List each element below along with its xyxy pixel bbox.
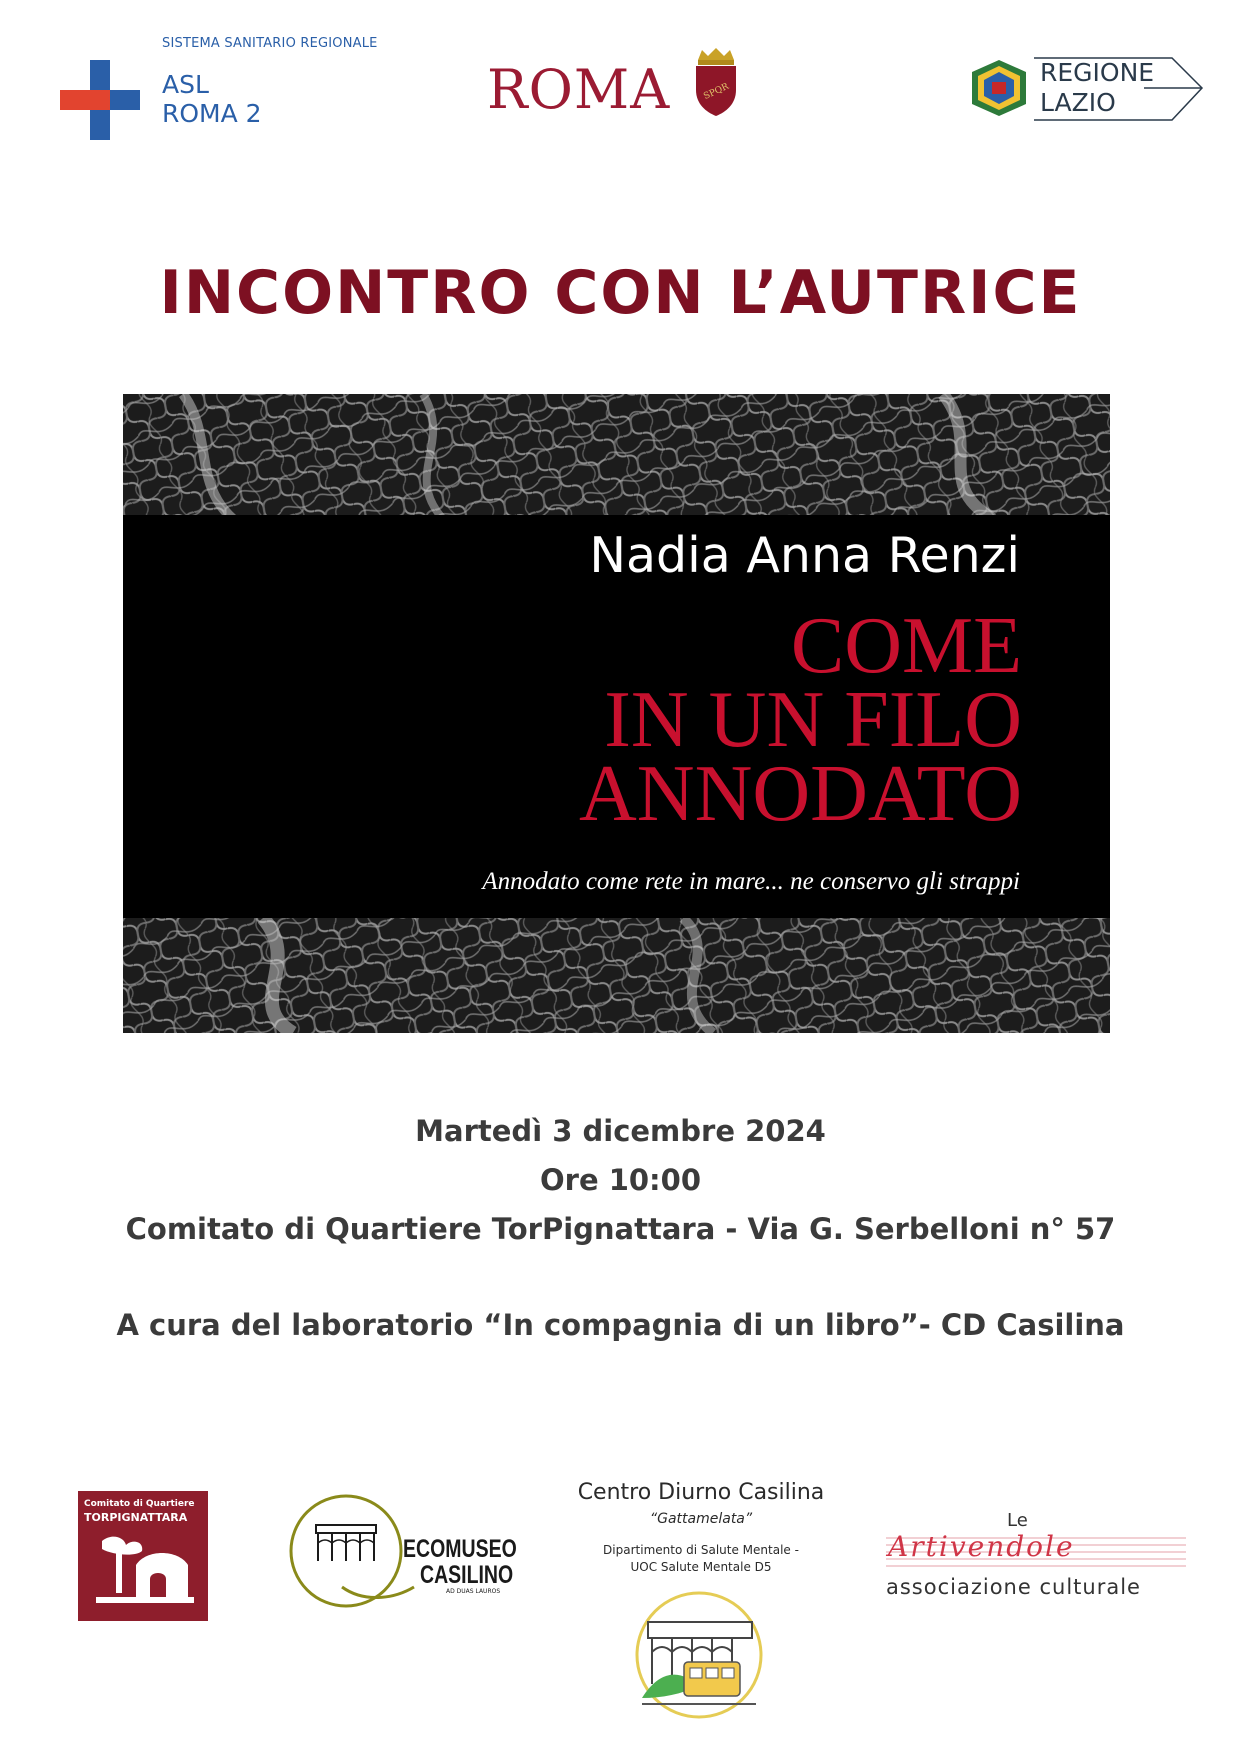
arti-assoc: associazione culturale: [886, 1575, 1141, 1599]
event-curated: A cura del laboratorio “In compagnia di un libro”- CD Casilina: [116, 1308, 1125, 1342]
cq-torpignattara-logo: [78, 1491, 208, 1621]
ecomuseo-line1: ECOMUSEO: [403, 1535, 517, 1563]
lazio-emblem-icon: [968, 58, 1030, 118]
ecomuseo-line2: CASILINO: [420, 1561, 514, 1589]
lazio-line1: REGIONE: [1040, 58, 1155, 87]
book-title-line3: ANNODATO: [579, 750, 1022, 838]
cd-dept-line2: UOC Salute Mentale D5: [630, 1560, 772, 1574]
ecomuseo-line3: AD DUAS LAUROS: [446, 1588, 501, 1595]
book-title-line2: IN UN FILO: [604, 676, 1022, 764]
book-title: [579, 602, 1022, 838]
cd-title: Centro Diurno Casilina: [577, 1480, 825, 1505]
asl-line2: ROMA 2: [162, 99, 262, 128]
arti-name: Artivendole: [888, 1530, 1075, 1563]
book-title-line1: COME: [790, 602, 1022, 690]
cq-line1: Comitato di Quartiere: [84, 1499, 195, 1509]
page-title: INCONTRO CON L’AUTRICE: [159, 258, 1082, 328]
book-cover: [123, 394, 1110, 1033]
roma-logo-text: ROMA: [487, 58, 671, 121]
cd-dept-line1: Dipartimento di Salute Mentale -: [603, 1543, 799, 1557]
arti-le: Le: [1007, 1510, 1028, 1531]
book-subtitle: Annodato come rete in mare... ne conservo gli strappi: [482, 868, 1020, 895]
roma-shield-text: SPQR: [702, 81, 731, 103]
cd-subtitle: “Gattamelata”: [649, 1511, 753, 1527]
book-author: Nadia Anna Renzi: [589, 527, 1020, 584]
mausoleum-icon: [92, 1531, 196, 1613]
asl-line1: ASL: [162, 70, 209, 99]
event-time: Ore 10:00: [539, 1163, 702, 1197]
asl-logo-text: [162, 70, 262, 128]
event-date: Martedì 3 dicembre 2024: [415, 1114, 826, 1148]
ecomuseo-casilino-logo: [284, 1491, 517, 1611]
lazio-line2: LAZIO: [1040, 88, 1116, 117]
roma-shield-icon: [690, 46, 742, 118]
cd-tram-logo-icon: [632, 1588, 766, 1728]
cq-line2: TORPIGNATTARA: [84, 1511, 188, 1524]
asl-system-label: SISTEMA SANITARIO REGIONALE: [162, 36, 378, 51]
asl-cross-icon: [60, 60, 140, 140]
event-place: Comitato di Quartiere TorPignattara - Via G. Serbelloni n° 57: [125, 1212, 1116, 1246]
